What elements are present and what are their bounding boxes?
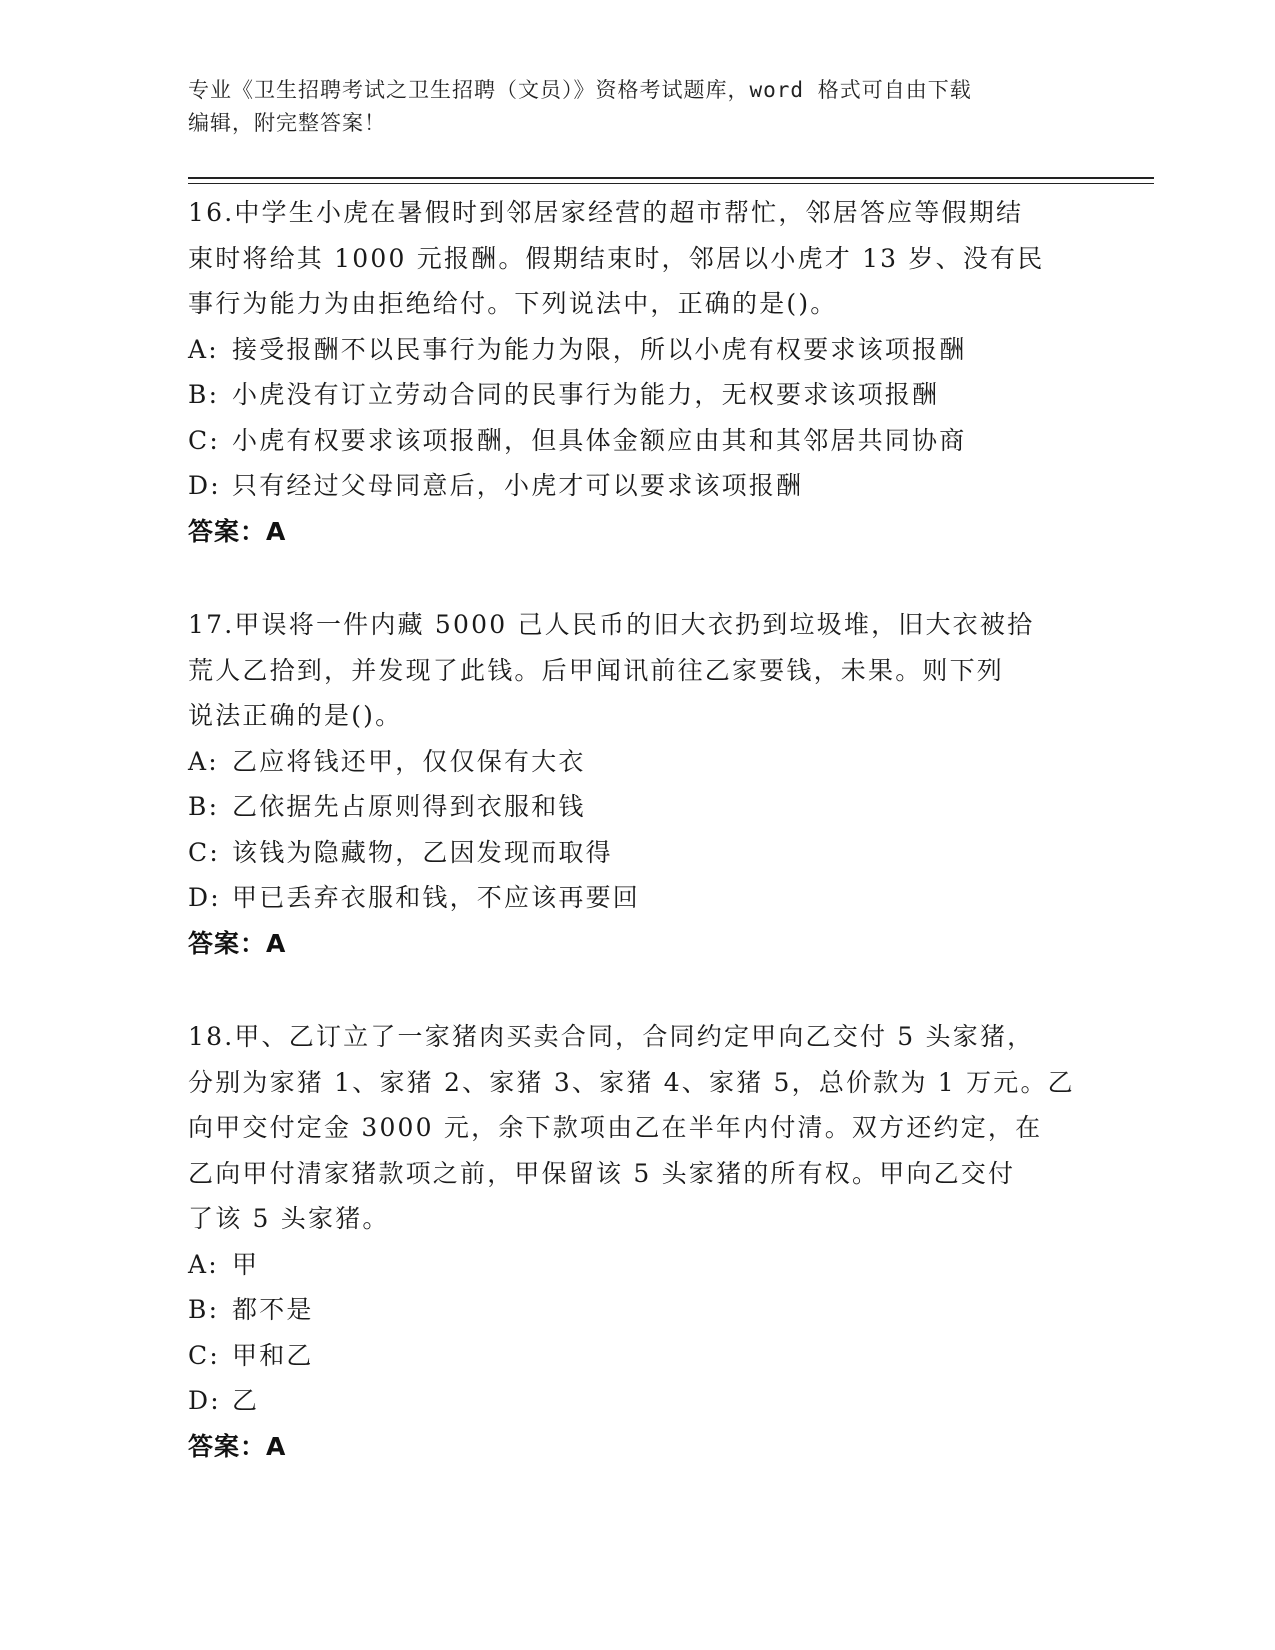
question-17 [188, 602, 1088, 966]
header-line-2: 编辑，附完整答案！ [188, 111, 386, 135]
option-c [188, 830, 1088, 876]
option-a [188, 327, 1088, 373]
document-header [188, 74, 1068, 140]
option-text: 小虎没有订立劳动合同的民事行为能力，无权要求该项报酬 [232, 380, 940, 409]
stem-line: 了该 5 头家猪。 [188, 1204, 390, 1233]
option-letter: A: [188, 1249, 219, 1279]
option-letter: D: [188, 883, 221, 912]
option-text: 小虎有权要求该项报酬，但具体金额应由其和其邻居共同协商 [232, 425, 967, 455]
option-text: 乙依据先占原则得到衣服和钱 [232, 792, 586, 821]
header-rule-thick [188, 177, 1154, 179]
option-d [188, 463, 1088, 509]
stem-line: 事行为能力为由拒绝给付。下列说法中，正确的是()。 [188, 289, 838, 318]
option-letter: A: [188, 334, 219, 364]
answer-line: 答案：A [188, 928, 287, 958]
option-letter: B: [188, 380, 220, 409]
option-text: 该钱为隐藏物，乙因发现而取得 [232, 837, 613, 867]
question-16 [188, 190, 1088, 554]
option-c [188, 1333, 1088, 1379]
option-c [188, 418, 1088, 464]
stem-line: 荒人乙拾到，并发现了此钱。后甲闻讯前往乙家要钱，未果。则下列 [188, 655, 1005, 685]
option-text: 接受报酬不以民事行为能力为限，所以小虎有权要求该项报酬 [232, 334, 967, 364]
option-letter: D: [188, 471, 221, 500]
question-stem [188, 1014, 1088, 1242]
option-text: 甲和乙 [232, 1340, 314, 1370]
option-letter: C: [188, 1340, 220, 1370]
option-b [188, 784, 1088, 830]
stem-line: 说法正确的是()。 [188, 701, 403, 730]
option-letter: C: [188, 425, 220, 455]
option-a [188, 1242, 1088, 1288]
question-18 [188, 1014, 1088, 1469]
header-rule-thin [188, 183, 1154, 184]
option-letter: C: [188, 837, 220, 867]
question-stem [188, 190, 1088, 327]
stem-line: 18.甲、乙订立了一家猪肉买卖合同，合同约定甲向乙交付 5 头家猪， [188, 1022, 1035, 1051]
option-d [188, 1378, 1088, 1424]
option-text: 甲已丢弃衣服和钱，不应该再要回 [232, 883, 641, 912]
stem-line: 分别为家猪 1、家猪 2、家猪 3、家猪 4、家猪 5，总价款为 1 万元。乙 [188, 1067, 1075, 1097]
stem-line: 17.甲误将一件内藏 5000 己人民币的旧大衣扔到垃圾堆，旧大衣被拾 [188, 610, 1035, 639]
option-text: 甲 [232, 1249, 260, 1279]
option-b [188, 372, 1088, 418]
option-letter: B: [188, 1295, 220, 1324]
stem-line: 乙向甲付清家猪款项之前，甲保留该 5 头家猪的所有权。甲向乙交付 [188, 1158, 1016, 1188]
question-list [188, 190, 1088, 1517]
option-text: 乙应将钱还甲，仅仅保有大衣 [232, 746, 586, 776]
answer-line: 答案：A [188, 516, 287, 546]
option-text: 都不是 [232, 1295, 314, 1324]
option-text: 乙 [232, 1386, 260, 1415]
question-stem [188, 602, 1088, 739]
answer-line: 答案：A [188, 1431, 287, 1461]
option-letter: A: [188, 746, 219, 776]
header-line-1: 专业《卫生招聘考试之卫生招聘（文员）》资格考试题库，word 格式可自由下载 [188, 78, 972, 102]
stem-line: 束时将给其 1000 元报酬。假期结束时，邻居以小虎才 13 岁、没有民 [188, 243, 1045, 273]
option-letter: D: [188, 1386, 221, 1415]
stem-line: 向甲交付定金 3000 元，余下款项由乙在半年内付清。双方还约定，在 [188, 1113, 1043, 1142]
stem-line: 16.中学生小虎在暑假时到邻居家经营的超市帮忙，邻居答应等假期结 [188, 198, 1024, 227]
option-a [188, 739, 1088, 785]
option-text: 只有经过父母同意后，小虎才可以要求该项报酬 [232, 471, 804, 500]
option-b [188, 1287, 1088, 1333]
option-letter: B: [188, 792, 220, 821]
option-d [188, 875, 1088, 921]
